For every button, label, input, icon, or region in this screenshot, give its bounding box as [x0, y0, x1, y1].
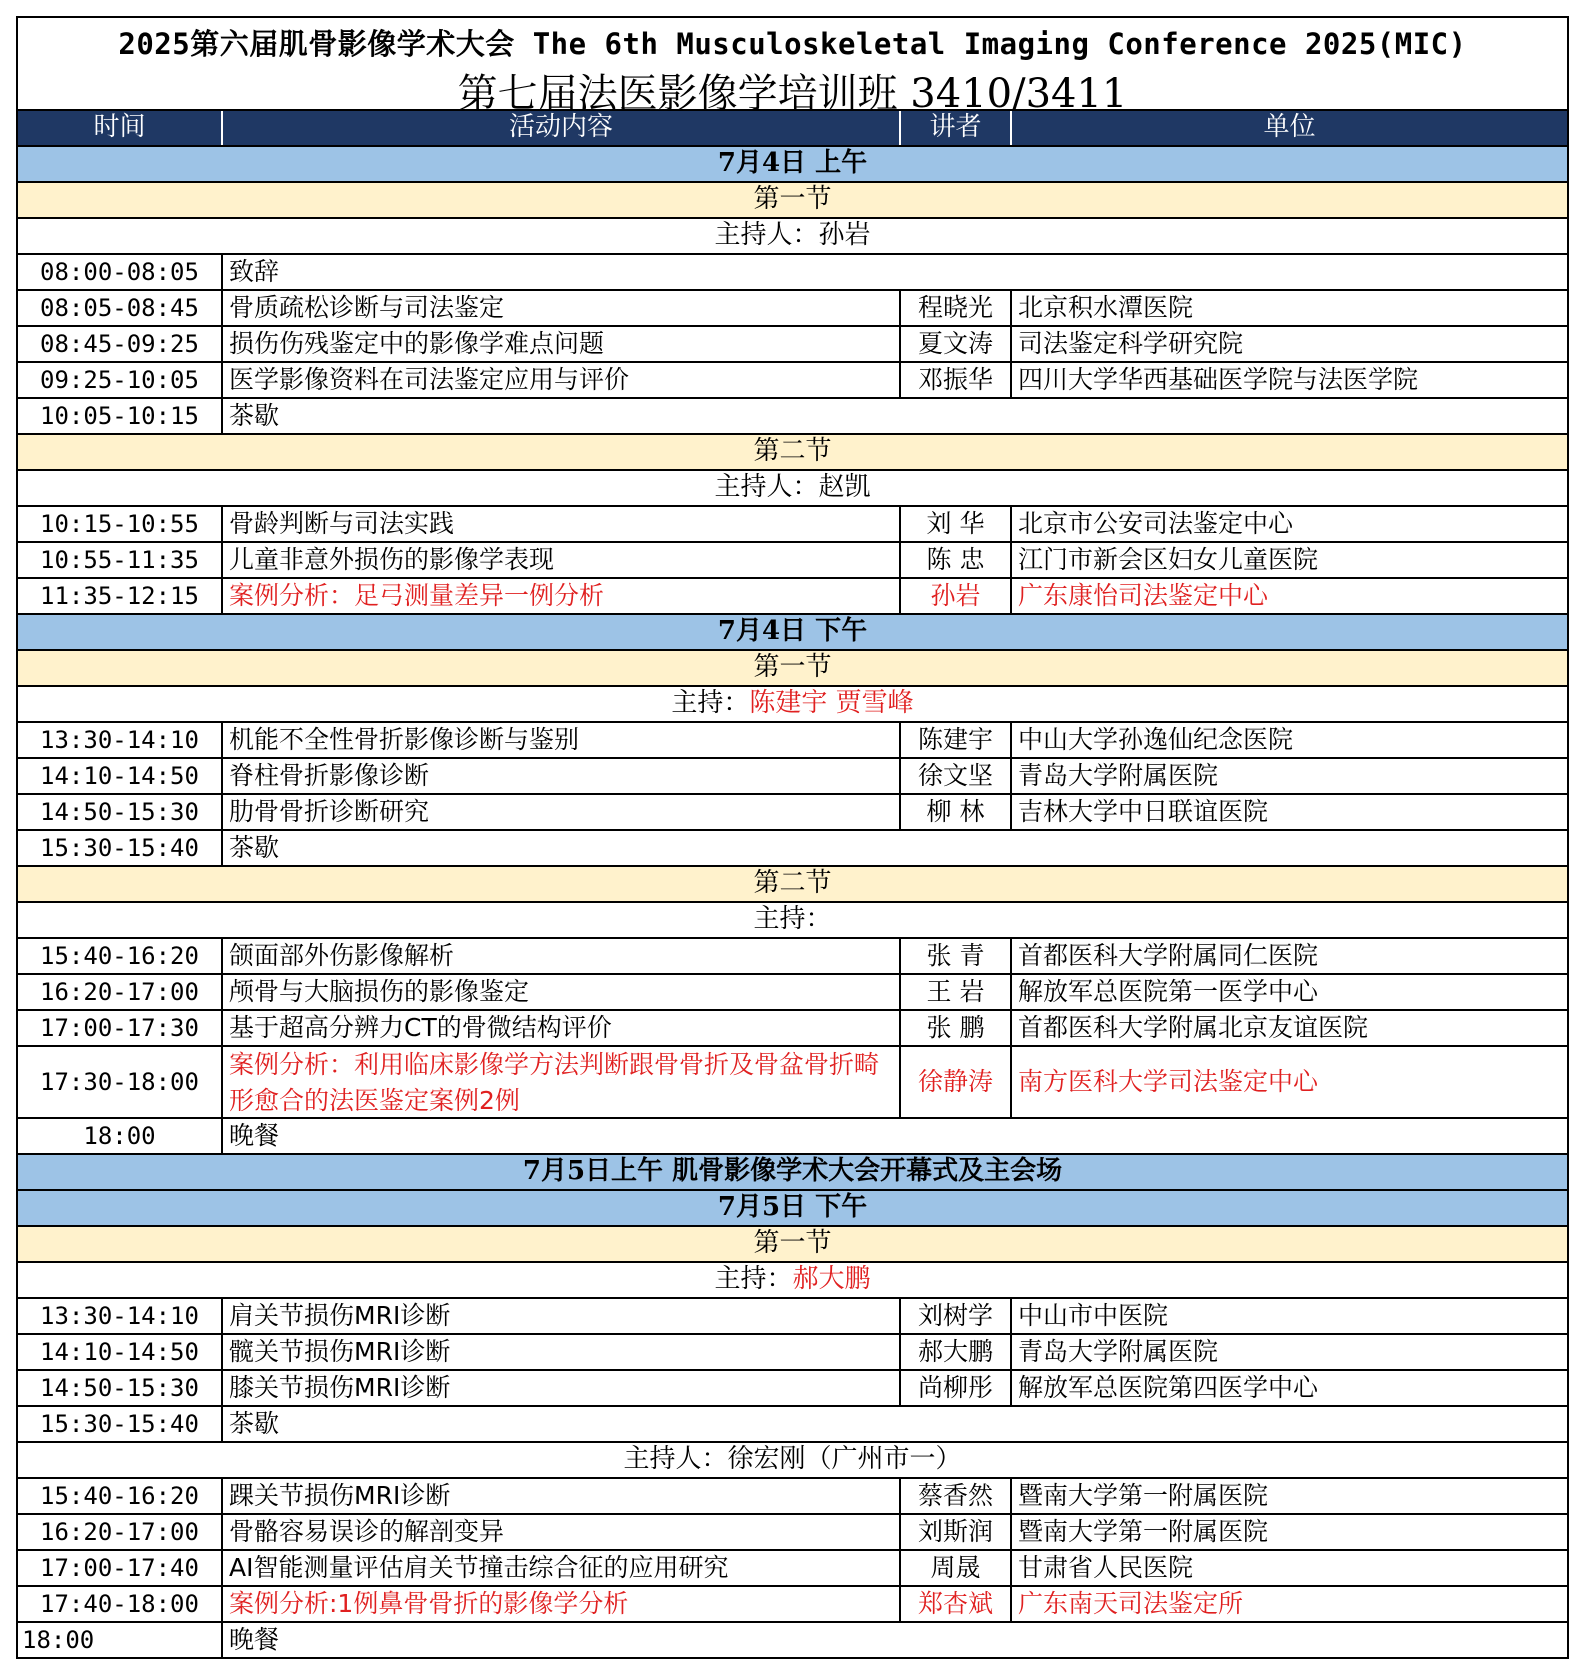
table-row: [18, 757, 1567, 793]
table-row: [18, 1621, 1567, 1657]
session-org: 广东康怡司法鉴定中心: [1010, 579, 1567, 613]
conference-title: 2025第六届肌骨影像学术大会 The 6th Musculoskeletal Imaging Conference 2025(MIC): [118, 27, 1467, 61]
title-block: [18, 16, 1567, 117]
session-org: 中山大学孙逸仙纪念医院: [1010, 723, 1567, 757]
session-org: 江门市新会区妇女儿童医院: [1010, 543, 1567, 577]
table-row: [18, 361, 1567, 397]
header-speaker: 讲者: [899, 111, 1010, 145]
session-time: 17:00-17:30: [40, 1013, 199, 1042]
session-topic: 儿童非意外损伤的影像学表现: [221, 543, 899, 577]
host-names: 赵凯: [818, 472, 871, 503]
day-banner: [18, 1189, 1567, 1225]
host-names: 郝大鹏: [792, 1264, 871, 1295]
session-org: 南方医科大学司法鉴定中心: [1010, 1047, 1567, 1117]
session-speaker: 刘斯润: [899, 1515, 1010, 1549]
session-org: 首都医科大学附属同仁医院: [1010, 939, 1567, 973]
course-title: 第七届法医影像学培训班 3410/3411: [457, 71, 1128, 117]
session-time: 17:30-18:00: [40, 1067, 199, 1096]
host-label: 主持人：: [714, 220, 819, 251]
session-topic: 骨龄判断与司法实践: [221, 507, 899, 541]
host-names: 徐宏刚（广州市一）: [727, 1444, 962, 1475]
host-label: 主持：: [753, 904, 832, 935]
host-row: [18, 1441, 1567, 1477]
day-banner-text: 7月4日 上午: [717, 148, 868, 179]
session-speaker: 陈建宇: [899, 723, 1010, 757]
session-speaker: 陈 忠: [899, 543, 1010, 577]
session-topic: 致辞: [221, 255, 1567, 289]
section-banner-text: 第二节: [753, 436, 832, 467]
header-org: 单位: [1010, 111, 1567, 145]
section-banner-text: 第一节: [753, 184, 832, 215]
session-time: 16:20-17:00: [40, 977, 199, 1006]
host-label: 主持：: [671, 688, 750, 719]
session-time: 15:40-16:20: [40, 1481, 199, 1510]
table-row: [18, 1369, 1567, 1405]
session-topic: 茶歇: [221, 831, 1567, 865]
session-org: 青岛大学附属医院: [1010, 759, 1567, 793]
session-time: 11:35-12:15: [40, 581, 199, 610]
table-row: [18, 325, 1567, 361]
session-time: 10:55-11:35: [40, 545, 199, 574]
host-label: 主持：: [714, 1264, 793, 1295]
table-row: [18, 253, 1567, 289]
session-topic: 案例分析：利用临床影像学方法判断跟骨骨折及骨盆骨折畸形愈合的法医鉴定案例2例: [221, 1047, 899, 1117]
session-topic: 茶歇: [221, 1407, 1567, 1441]
session-org: 解放军总医院第四医学中心: [1010, 1371, 1567, 1405]
section-banner: [18, 649, 1567, 685]
session-speaker: 郑杏斌: [899, 1587, 1010, 1621]
day-banner: [18, 145, 1567, 181]
host-cell: [18, 471, 1567, 505]
session-time: 15:40-16:20: [40, 941, 199, 970]
host-names: 陈建宇 贾雪峰: [749, 688, 914, 719]
session-speaker: 尚柳彤: [899, 1371, 1010, 1405]
host-label: 主持人：: [714, 472, 819, 503]
session-topic: 茶歇: [221, 399, 1567, 433]
session-topic: 晚餐: [221, 1119, 1567, 1153]
session-speaker: 蔡香然: [899, 1479, 1010, 1513]
section-banner: [18, 865, 1567, 901]
host-row: [18, 685, 1567, 721]
session-topic: 骨质疏松诊断与司法鉴定: [221, 291, 899, 325]
header-time: 时间: [93, 112, 146, 143]
host-row: [18, 901, 1567, 937]
table-row: [18, 1405, 1567, 1441]
table-row: [18, 1297, 1567, 1333]
session-org: 甘肃省人民医院: [1010, 1551, 1567, 1585]
day-banner: [18, 613, 1567, 649]
session-time: 10:15-10:55: [40, 509, 199, 538]
session-org: 中山市中医院: [1010, 1299, 1567, 1333]
session-topic: 肋骨骨折诊断研究: [221, 795, 899, 829]
session-org: 北京市公安司法鉴定中心: [1010, 507, 1567, 541]
session-org: 暨南大学第一附属医院: [1010, 1479, 1567, 1513]
section-banner: [18, 433, 1567, 469]
host-cell: [18, 903, 1567, 937]
session-time: 14:50-15:30: [40, 797, 199, 826]
session-topic: 机能不全性骨折影像诊断与鉴别: [221, 723, 899, 757]
session-time: 14:10-14:50: [40, 761, 199, 790]
day-banner-text: 7月5日上午 肌骨影像学术大会开幕式及主会场: [522, 1156, 1063, 1187]
session-speaker: 刘树学: [899, 1299, 1010, 1333]
session-topic: 颅骨与大脑损伤的影像鉴定: [221, 975, 899, 1009]
section-banner: [18, 181, 1567, 217]
table-row: [18, 973, 1567, 1009]
host-cell: [18, 1443, 1567, 1477]
session-time: 15:30-15:40: [40, 833, 199, 862]
host-cell: [18, 687, 1567, 721]
session-speaker: 张 鹏: [899, 1011, 1010, 1045]
table-row: [18, 505, 1567, 541]
table-row: [18, 577, 1567, 613]
session-time: 13:30-14:10: [40, 725, 199, 754]
table-row: [18, 1117, 1567, 1153]
session-topic: 医学影像资料在司法鉴定应用与评价: [221, 363, 899, 397]
session-speaker: 邓振华: [899, 363, 1010, 397]
table-row: [18, 793, 1567, 829]
session-time: 09:25-10:05: [40, 365, 199, 394]
session-speaker: 徐文坚: [899, 759, 1010, 793]
session-speaker: 夏文涛: [899, 327, 1010, 361]
session-speaker: 郝大鹏: [899, 1335, 1010, 1369]
section-banner-text: 第二节: [753, 868, 832, 899]
session-speaker: 程晓光: [899, 291, 1010, 325]
session-topic: AI智能测量评估肩关节撞击综合征的应用研究: [221, 1551, 899, 1585]
session-time: 16:20-17:00: [40, 1517, 199, 1546]
session-speaker: 柳 林: [899, 795, 1010, 829]
host-row: [18, 469, 1567, 505]
session-topic: 脊柱骨折影像诊断: [221, 759, 899, 793]
session-org: 北京积水潭医院: [1010, 291, 1567, 325]
session-topic: 髋关节损伤MRI诊断: [221, 1335, 899, 1369]
session-org: 青岛大学附属医院: [1010, 1335, 1567, 1369]
section-banner: [18, 1225, 1567, 1261]
session-topic: 膝关节损伤MRI诊断: [221, 1371, 899, 1405]
session-time: 18:00: [22, 1625, 95, 1654]
host-cell: [18, 219, 1567, 253]
host-label: 主持人：: [623, 1444, 728, 1475]
session-speaker: 刘 华: [899, 507, 1010, 541]
table-row: [18, 1477, 1567, 1513]
section-banner-text: 第一节: [753, 652, 832, 683]
session-time: 14:10-14:50: [40, 1337, 199, 1366]
session-org: 广东南天司法鉴定所: [1010, 1587, 1567, 1621]
table-row: [18, 1009, 1567, 1045]
table-row: [18, 397, 1567, 433]
day-banner-text: 7月5日 下午: [717, 1192, 868, 1223]
host-names: 孙岩: [818, 220, 871, 251]
session-speaker: 张 青: [899, 939, 1010, 973]
session-time: 08:05-08:45: [40, 293, 199, 322]
session-time: 15:30-15:40: [40, 1409, 199, 1438]
session-topic: 踝关节损伤MRI诊断: [221, 1479, 899, 1513]
section-banner-text: 第一节: [753, 1228, 832, 1259]
session-topic: 颌面部外伤影像解析: [221, 939, 899, 973]
session-speaker: 徐静涛: [899, 1047, 1010, 1117]
session-topic: 骨骼容易误诊的解剖变异: [221, 1515, 899, 1549]
session-time: 14:50-15:30: [40, 1373, 199, 1402]
session-org: 暨南大学第一附属医院: [1010, 1515, 1567, 1549]
host-row: [18, 1261, 1567, 1297]
table-row: [18, 289, 1567, 325]
session-topic: 基于超高分辨力CT的骨微结构评价: [221, 1011, 899, 1045]
table-row: [18, 937, 1567, 973]
session-time: 08:45-09:25: [40, 329, 199, 358]
table-row: [18, 829, 1567, 865]
session-org: 司法鉴定科学研究院: [1010, 327, 1567, 361]
session-time: 18:00: [83, 1121, 156, 1150]
schedule-rows: [18, 145, 1567, 1657]
session-time: 17:00-17:40: [40, 1553, 199, 1582]
table-row: [18, 1513, 1567, 1549]
session-org: 吉林大学中日联谊医院: [1010, 795, 1567, 829]
table-row: [18, 1585, 1567, 1621]
session-topic: 案例分析:1例鼻骨骨折的影像学分析: [221, 1587, 899, 1621]
session-topic: 案例分析：足弓测量差异一例分析: [221, 579, 899, 613]
table-row: [18, 721, 1567, 757]
host-cell: [18, 1263, 1567, 1297]
session-topic: 损伤伤残鉴定中的影像学难点问题: [221, 327, 899, 361]
session-speaker: 周晟: [899, 1551, 1010, 1585]
table-row: [18, 1549, 1567, 1585]
session-time: 17:40-18:00: [40, 1589, 199, 1618]
session-speaker: 王 岩: [899, 975, 1010, 1009]
table-row: [18, 1045, 1567, 1117]
day-banner-text: 7月4日 下午: [717, 616, 868, 647]
host-row: [18, 217, 1567, 253]
session-org: 首都医科大学附属北京友谊医院: [1010, 1011, 1567, 1045]
session-topic: 肩关节损伤MRI诊断: [221, 1299, 899, 1333]
session-topic: 晚餐: [221, 1623, 1567, 1657]
session-org: 四川大学华西基础医学院与法医学院: [1010, 363, 1567, 397]
table-row: [18, 541, 1567, 577]
session-time: 08:00-08:05: [40, 257, 199, 286]
session-time: 13:30-14:10: [40, 1301, 199, 1330]
session-org: 解放军总医院第一医学中心: [1010, 975, 1567, 1009]
schedule-sheet: [16, 16, 1569, 1659]
session-time: 10:05-10:15: [40, 401, 199, 430]
table-row: [18, 1333, 1567, 1369]
header-topic: 活动内容: [221, 111, 899, 145]
session-speaker: 孙岩: [899, 579, 1010, 613]
day-banner: [18, 1153, 1567, 1189]
